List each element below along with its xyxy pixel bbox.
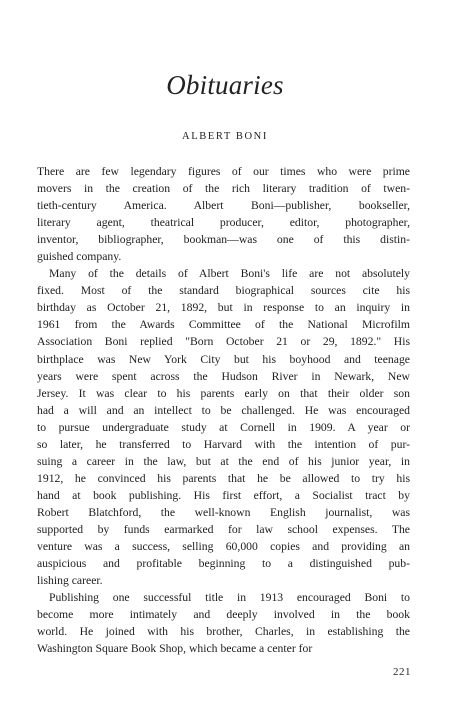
text-line: fixed. Most of the standard biographical sources cite his: [37, 284, 410, 298]
text-line: 1912, he convinced his parents that he be allowed to try his: [37, 471, 410, 485]
text-line: Robert Blatchford, the well-known English journalist, was: [37, 505, 410, 519]
text-line: There are few legendary figures of our times who were prime: [37, 165, 410, 178]
text-line: supported by funds earmarked for law school expenses. The: [37, 522, 410, 536]
text-line: years were spent across the Hudson River in Newark, New: [37, 369, 410, 383]
text-line: become more intimately and deeply involved in the book: [37, 608, 410, 622]
text-line: auspicious and profitable beginning to a distinguished pub-: [37, 557, 410, 571]
text-line: birthday as October 21, 1892, but in response to an inquiry in: [37, 301, 410, 315]
text-line: birthplace was New York City but his boyhood and teenage: [37, 352, 410, 366]
text-line: movers in the creation of the rich literary tradition of twen-: [37, 182, 410, 196]
obituary-name-heading: ALBERT BONI: [182, 131, 268, 142]
paragraph: [37, 163, 410, 265]
text-line: hand at book publishing. His first effort, a Socialist tract by: [37, 488, 410, 502]
text-line: tieth-century America. Albert Boni—publisher, bookseller,: [37, 199, 410, 213]
text-line: had a will and an intellect to be challenged. He was encouraged: [37, 403, 410, 417]
body-text: [37, 163, 410, 657]
text-line: literary agent, theatrical producer, editor, photographer,: [37, 216, 410, 230]
text-line: suing a career in the law, but at the end of his junior year, in: [37, 454, 410, 468]
text-line: to pursue undergraduate study at Cornell in 1909. A year or: [37, 420, 410, 434]
text-line: inventor, bibliographer, bookman—was one of this distin-: [37, 233, 410, 247]
text-line: Association Boni replied "Born October 21 or 29, 1892." His: [37, 335, 410, 349]
text-line: Many of the details of Albert Boni's life are not absolutely: [49, 267, 410, 281]
text-line: 1961 from the Awards Committee of the National Microfilm: [37, 318, 410, 332]
text-line: venture was a success, selling 60,000 copies and providing an: [37, 540, 410, 554]
text-line: so later, he transferred to Harvard with the intention of pur-: [37, 437, 410, 451]
paragraph: [37, 589, 410, 657]
paragraph: [37, 265, 410, 589]
text-line: Publishing one successful title in 1913 encouraged Boni to: [49, 591, 410, 605]
text-line: Jersey. It was clear to his parents early on that their older son: [37, 386, 410, 400]
page-number: 221: [393, 666, 411, 678]
section-heading: Obituaries: [166, 70, 284, 100]
text-line: guished company.: [37, 250, 122, 264]
text-line: Washington Square Book Shop, which became a center for: [37, 642, 313, 656]
text-line: world. He joined with his brother, Charles, in establishing the: [37, 625, 410, 639]
text-line: lishing career.: [37, 574, 103, 588]
